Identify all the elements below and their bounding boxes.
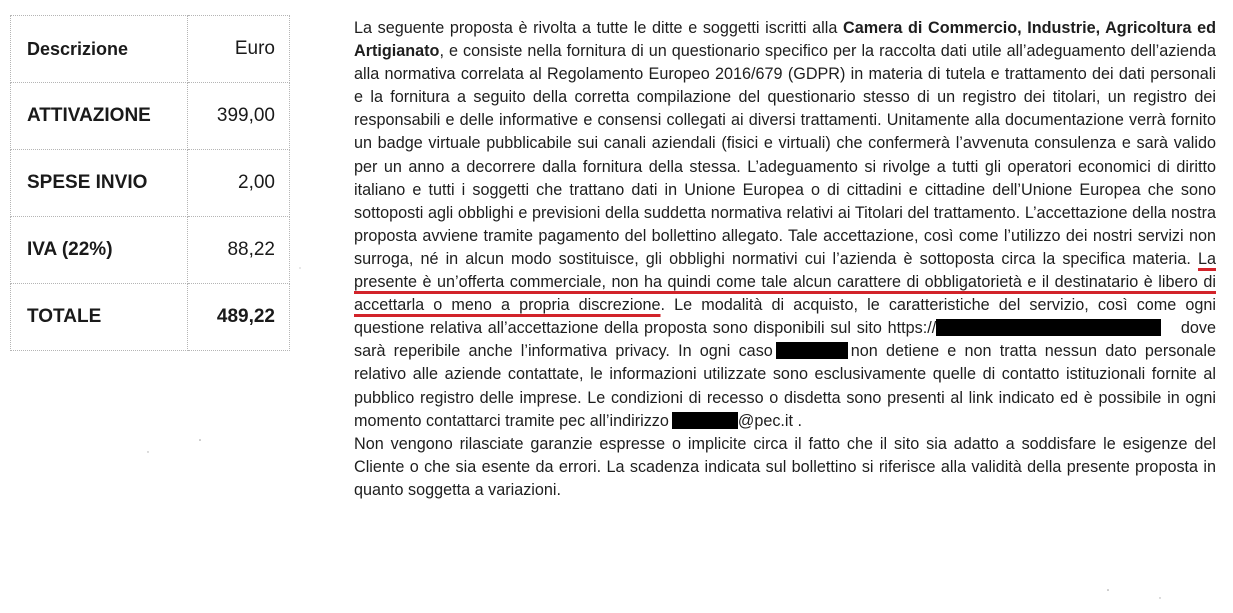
paragraph-warranty: Non vengono rilasciate garanzie espresse o implicite circa il fatto che il sito sia adatto a soddisfare le esigenze del Cliente o che sia esente da errori. La scadenza indicata sul bollettino si riferisce alla validità della presente proposta in quanto soggetta a variazioni. xyxy=(354,434,1216,499)
redacted-company xyxy=(776,342,848,359)
total-label: TOTALE xyxy=(11,284,188,351)
header-currency: Euro xyxy=(188,16,290,83)
redacted-email xyxy=(672,412,738,429)
row-label: IVA (22%) xyxy=(11,217,188,284)
text-segment: . Le modalità di acquisto, le caratteristiche del servizio, così come ogni questione relativa all’accettazione della proposta sono disponibili sul sito https:// xyxy=(354,296,1216,338)
row-label: ATTIVAZIONE xyxy=(11,83,188,150)
text-segment: dove sarà reperibile anche l’informativa privacy. In ogni caso xyxy=(354,319,1216,361)
paragraph-main xyxy=(354,17,1216,433)
underlined-disclaimer: La presente è un’offerta commerciale, non ha quindi come tale alcun carattere di obbligatorietà e il destinatario è libero di accettarla o meno a propria discrezione xyxy=(354,249,1216,315)
price-table xyxy=(10,15,290,351)
row-value: 2,00 xyxy=(188,150,290,217)
row-value: 88,22 xyxy=(188,217,290,284)
text-segment: , e consiste nella fornitura di un questionario specifico per la raccolta dati utile all’adeguamento dell’azienda alla normativa correlata al Regolamento Europeo 2016/679 (GDPR) in materia di tutela e trattamento dei dati personali e la fornitura a seguito della corretta compilazione del questionario stesso di un registro dei titolari, un registro dei responsabili e delle informative e consensi collegati ai diversi trattamenti. Unitamente alla documentazione verrà fornito un badge virtuale pubblicabile sui canali aziendali (fisici e virtuali) che confermerà l’avvenuta consulenza e sarà valido per un anno a decorrere dalla fornitura della stessa. L’adeguamento si rivolge a tutti gli operatori economici di diritto italiano e tutti i soggetti che trattano dati in Unione Europea o di cittadini e cittadine dell’Unione Europea che sono sottoposti agli obblighi e previsioni della suddetta normativa relativi ai Titolari del trattamento. L’accettazione della nostra proposta avviene tramite pagamento del bollettino allegato. Tale accettazione, così come l’utilizzo dei nostri servizi non surroga, né in alcun modo sostituisce, gli obblighi normativi cui l’azienda è sottoposta circa la specifica materia. xyxy=(354,42,1216,268)
table-row xyxy=(11,150,290,217)
header-description: Descrizione xyxy=(11,16,188,83)
email-domain: @pec.it . xyxy=(737,411,803,430)
total-value: 489,22 xyxy=(188,284,290,351)
table-total-row xyxy=(11,284,290,351)
chamber-name: Camera di Commercio, Industrie, Agricoltura ed Artigianato xyxy=(354,19,1216,61)
row-value: 399,00 xyxy=(188,83,290,150)
text-segment: non detiene e non tratta nessun dato personale relativo alle aziende contattate, le informazioni utilizzate sono esclusivamente quelle di contatto istituzionali fornite al pubblico registro delle imprese. Le condizioni di recesso o disdetta sono presenti al link indicato ed è possibile in ogni momento contattarci tramite pec all’indirizzo xyxy=(354,342,1216,430)
redacted-url xyxy=(936,319,1161,336)
table-row xyxy=(11,83,290,150)
text-segment: La seguente proposta è rivolta a tutte le ditte e soggetti iscritti alla xyxy=(354,19,843,37)
offer-text xyxy=(354,17,1216,502)
row-label: SPESE INVIO xyxy=(11,150,188,217)
table-row xyxy=(11,217,290,284)
table-header-row xyxy=(11,16,290,83)
